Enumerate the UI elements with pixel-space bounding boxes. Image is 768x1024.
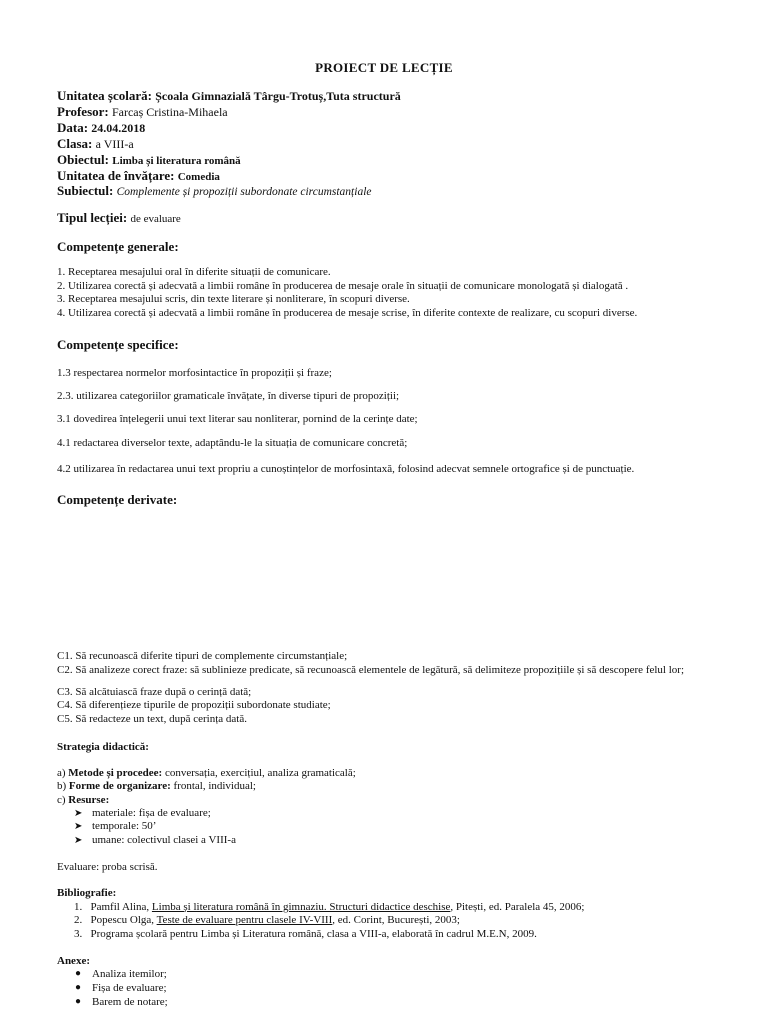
competenta-specifica-4: 4.1 redactarea diverselor texte, adaptându-le la situația de comunicare concretă; — [57, 437, 408, 449]
competenta-specifica-5: 4.2 utilizarea în redactarea unui text propriu a cunoștințelor de morfosintaxă, folosind adecvat semnele ortografice și de punctuație. — [57, 463, 635, 475]
bibliografie-item-2: 2. Popescu Olga, Teste de evaluare pentru clasele IV-VIII, ed. Corint, București, 2003; — [74, 914, 460, 926]
evaluare-text: Evaluare: proba scrisă. — [57, 861, 158, 873]
competente-specifice-heading: Competențe specifice: — [57, 337, 179, 352]
competenta-derivata-c4: C4. Să diferențieze tipurile de propoziții subordonate studiate; — [57, 699, 331, 711]
strategia-heading: Strategia didactică: — [57, 741, 149, 753]
meta-subiectul: Subiectul: Complemente și propoziții subordonate circumstanțiale — [57, 183, 372, 198]
strategia-forme: b) Forme de organizare: frontal, individual; — [57, 780, 256, 792]
strategia-resurse: c) Resurse: — [57, 794, 110, 806]
arrow-right-icon: ➤ — [74, 808, 83, 819]
meta-obiectul: Obiectul: Limba și literatura română — [57, 152, 241, 167]
bibliografie-item-1: 1. Pamfil Alina, Limba și literatura română în gimnaziu. Structuri didactice deschise, Pitești, ed. Paralela 45, 2006; — [74, 901, 585, 913]
resursa-materiale: materiale: fișa de evaluare; — [92, 807, 211, 819]
strategia-metode: a) Metode și procedee: conversația, exercițiul, analiza gramaticală; — [57, 767, 356, 779]
competenta-derivata-c3: C3. Să alcătuiască fraze după o cerință dată; — [57, 686, 252, 698]
arrow-right-icon: ➤ — [74, 821, 83, 832]
anexa-barem-notare: Barem de notare; — [92, 996, 168, 1008]
resursa-temporale: temporale: 50’ — [92, 820, 157, 832]
bibliografie-item-3: 3. Programa școlară pentru Limba și Literatura română, clasa a VIII-a, elaborată în cadrul M.E.N, 2009. — [74, 928, 537, 940]
meta-unitatea-scolara: Unitatea școlară: Școala Gimnazială Târgu-Trotuș,Tuta structură — [57, 88, 401, 103]
page-title: PROIECT DE LECȚIE — [315, 60, 453, 75]
anexe-heading: Anexe: — [57, 955, 90, 967]
competenta-derivata-c5: C5. Să redacteze un text, după cerința dată. — [57, 713, 247, 725]
bibliografie-heading: Bibliografie: — [57, 887, 117, 899]
meta-clasa: Clasa: a VIII-a — [57, 136, 134, 151]
competenta-derivata-c2: C2. Să analizeze corect fraze: să sublinieze predicate, să recunoască elementele de legătură, să delimiteze propozițiile și să descopere felul lor; — [57, 664, 684, 676]
competenta-generala-2: 2. Utilizarea corectă și adecvată a limbii române în producerea de mesaje orale în situații de comunicare monologată și dialogată . — [57, 280, 629, 292]
meta-tipul-lectiei: Tipul lecției: de evaluare — [57, 210, 181, 225]
bullet-dot-icon: ● — [75, 982, 82, 993]
competenta-derivata-c1: C1. Să recunoască diferite tipuri de complemente circumstanțiale; — [57, 650, 348, 662]
competenta-generala-1: 1. Receptarea mesajului oral în diferite situații de comunicare. — [57, 266, 331, 278]
anexa-fisa-evaluare: Fișa de evaluare; — [92, 982, 167, 994]
meta-profesor: Profesor: Farcaș Cristina-Mihaela — [57, 104, 228, 119]
competenta-specifica-1: 1.3 respectarea normelor morfosintactice în propoziții și fraze; — [57, 367, 332, 379]
resursa-umane: umane: colectivul clasei a VIII-a — [92, 834, 236, 846]
competenta-specifica-3: 3.1 dovedirea înțelegerii unui text literar sau nonliterar, pornind de la cerințe date; — [57, 413, 418, 425]
competenta-generala-3: 3. Receptarea mesajului scris, din texte literare și nonliterare, în scopuri diverse. — [57, 293, 410, 305]
competenta-specifica-2: 2.3. utilizarea categoriilor gramaticale învățate, în diverse tipuri de propoziții; — [57, 390, 400, 402]
competente-generale-heading: Competențe generale: — [57, 239, 179, 254]
meta-unitatea-invatare: Unitatea de învățare: Comedia — [57, 168, 220, 183]
anexa-analiza-itemilor: Analiza itemilor; — [92, 968, 167, 980]
arrow-right-icon: ➤ — [74, 835, 83, 846]
bullet-dot-icon: ● — [75, 996, 82, 1007]
meta-data: Data: 24.04.2018 — [57, 120, 146, 135]
bullet-dot-icon: ● — [75, 968, 82, 979]
competente-derivate-heading: Competențe derivate: — [57, 492, 178, 507]
competenta-generala-4: 4. Utilizarea corectă și adecvată a limbii române în producerea de mesaje scrise, în diferite contexte de realizare, cu scopuri diverse. — [57, 307, 638, 319]
